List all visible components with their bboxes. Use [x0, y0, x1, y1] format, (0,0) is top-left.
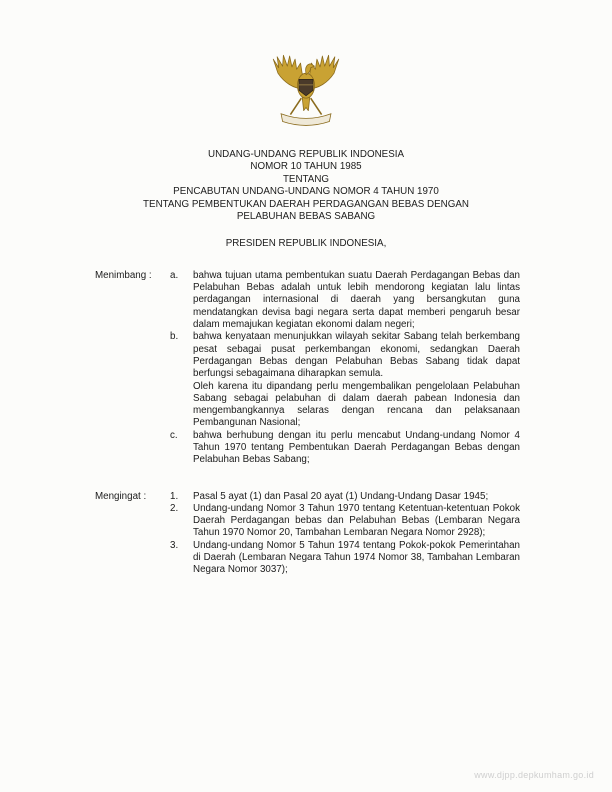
item-marker: b.: [170, 331, 179, 343]
list-item: [170, 430, 520, 467]
paragraph: Pasal 5 ayat (1) dan Pasal 20 ayat (1) Undang-Undang Dasar 1945;: [193, 490, 489, 502]
item-text: [193, 540, 520, 577]
title-line: TENTANG PEMBENTUKAN DAERAH PERDAGANGAN BEBAS DENGAN: [143, 198, 469, 210]
list-item: [170, 270, 520, 331]
item-marker: 1.: [170, 490, 179, 502]
title-line: UNDANG-UNDANG REPUBLIK INDONESIA: [208, 149, 404, 160]
title-line: PENCABUTAN UNDANG-UNDANG NOMOR 4 TAHUN 1970: [173, 186, 439, 198]
mengingat-items: [170, 491, 520, 577]
salutation: PRESIDEN REPUBLIK INDONESIA,: [225, 238, 387, 250]
item-text: [193, 503, 520, 540]
section-menimbang: [95, 270, 520, 467]
item-text: [193, 491, 520, 503]
document-title: [0, 149, 612, 223]
item-marker: 2.: [170, 502, 179, 514]
paragraph: Undang-undang Nomor 3 Tahun 1970 tentang Ketentuan-ketentuan Pokok Daerah Perdagangan bebas dan Pelabuhan Bebas (Lembaran Negara Tahun 1970 Nomor 20, Tambahan Lembaran Negara Nomor 2928);: [193, 502, 520, 539]
paragraph: Oleh karena itu dipandang perlu mengembalikan pengelolaan Pelabuhan Sabang sebagai pelabuhan di dalam daerah pabean Indonesia dan mengembangkannya selaras dengan rencana dan pelaksanaan Pembangunan Nasional;: [193, 380, 520, 429]
title-line: PELABUHAN BEBAS SABANG: [236, 211, 376, 223]
item-text: [193, 430, 520, 467]
title-line: NOMOR 10 TAHUN 1985: [250, 161, 362, 173]
item-marker: c.: [170, 429, 178, 441]
list-item: [170, 540, 520, 577]
section-label: Menimbang :: [95, 269, 152, 281]
paragraph: bahwa tujuan utama pembentukan suatu Daerah Perdagangan Bebas dan Pelabuhan Bebas adalah untuk lebih mendorong kegiatan lalu lintas perdagangan internasional di daerah yang bersangkutan guna mendatangkan devisa bagi negara serta dapat memberi pengaruh besar dalam memajukan kegiatan ekonomi dalam negeri;: [193, 269, 520, 331]
list-item: [170, 503, 520, 540]
watermark-url: www.djpp.depkumham.go.id: [474, 770, 594, 780]
section-mengingat: [95, 491, 520, 577]
emblem-container: [0, 0, 612, 139]
garuda-pancasila-emblem-icon: [267, 42, 345, 134]
menimbang-items: [170, 270, 520, 467]
item-marker: 3.: [170, 539, 179, 551]
list-item: [170, 491, 520, 503]
item-text: [193, 270, 520, 331]
list-item: [170, 331, 520, 429]
paragraph: Undang-undang Nomor 5 Tahun 1974 tentang Pokok-pokok Pemerintahan di Daerah (Lembaran Negara Tahun 1974 Nomor 38, Tambahan Lembaran Negara Nomor 3037);: [193, 539, 520, 576]
title-line: TENTANG: [282, 173, 330, 185]
paragraph: bahwa berhubung dengan itu perlu mencabut Undang-undang Nomor 4 Tahun 1970 tentang Pembentukan Daerah Perdagangan Bebas dengan Pelabuhan Bebas Sabang;: [193, 429, 520, 466]
paragraph: bahwa kenyataan menunjukkan wilayah sekitar Sabang telah berkembang pesat sebagai pusat perkembangan ekonomi, sedangkan Daerah Perdagangan Bebas dengan Pelabuhan Bebas Sabang tidak dapat berfungsi sebagaimana diharapkan semula.: [193, 331, 520, 380]
item-marker: a.: [170, 269, 179, 281]
item-text: [193, 331, 520, 429]
section-label: Mengingat :: [95, 490, 147, 502]
document-body: [95, 270, 520, 577]
